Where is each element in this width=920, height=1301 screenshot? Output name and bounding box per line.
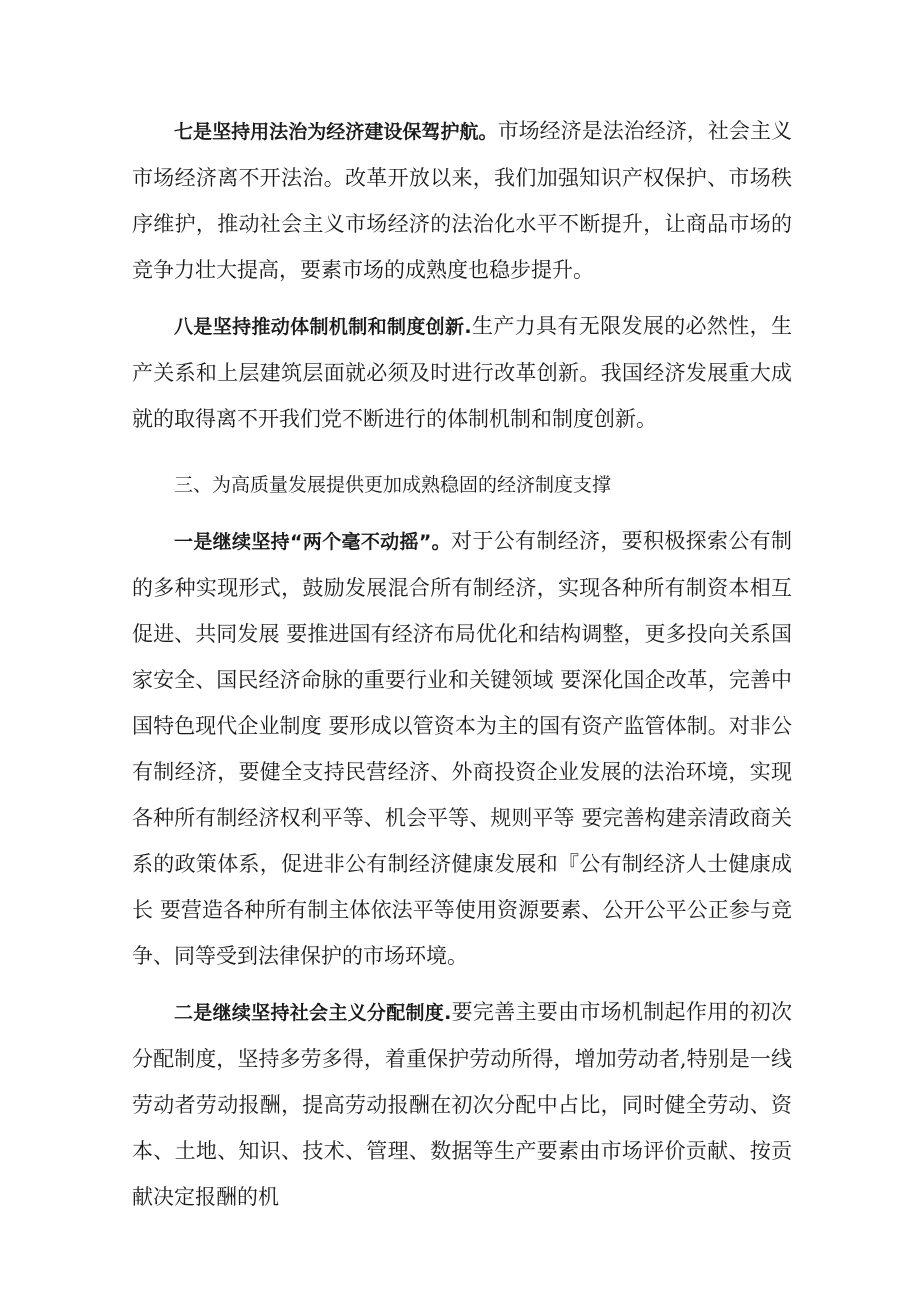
paragraph-lead: 七是坚持用法治为经济建设保驾护航。 (174, 121, 498, 143)
section-heading: 三、为高质量发展提供更加成熟稳固的经济制度支撑 (174, 474, 612, 496)
paragraph-text: 市场经济是法治经济，社会主义市场经济离不开法治。改革开放以来，我们加强知识产权保护、市场秩序维护，推动社会主义市场经济的法治化水平不断提升，让商品市场的竞争力壮大提高，要素市场的成熟度也稳步提升。 (132, 119, 792, 282)
paragraph-text: 生产力具有无限发展的必然性，生产关系和上层建筑层面就必须及时进行改革创新。我国经济发展重大成就的取得离不开我们党不断进行的体制机制和制度创新。 (132, 314, 792, 431)
paragraph-lead: 一是继续坚持“两个毫不动摇”。 (174, 531, 451, 553)
paragraph-second-point (132, 989, 792, 1220)
paragraph-lead: 八是坚持推动体制机制和制度创新. (174, 316, 472, 338)
paragraph-lead: 二是继续坚持社会主义分配制度. (174, 1002, 452, 1024)
paragraph-text: 对于公有制经济，要积极探索公有制的多种实现形式，鼓励发展混合所有制经济，实现各种所有制资本相互促进、共同发展 要推进国有经济布局优化和结构调整，更多投向关系国家安全、国民经济命脉的重要行业和关键领域 要深化国企改革，完善中国特色现代企业制度 要形成以管资本为主的国有资产监管体制。对非公有制经济，要健全支持民营经济、外商投资企业发展的法治环境，实现各种所有制经济权利平等、机会平等、规则平等 要完善构建亲清政商关系的政策体系，促进非公有制经济健康发展和『公有制经济人士健康成长 要营造各种所有制主体依法平等使用资源要素、公开公平公正参与竞争、同等受到法律保护的市场环境。 (132, 529, 792, 968)
paragraph-text: 要完善主要由市场机制起作用的初次分配制度，坚持多劳多得，着重保护劳动所得，增加劳动者,特别是一线劳动者劳动报酬，提高劳动报酬在初次分配中占比，同时健全劳动、资本、土地、知识、技术、管理、数据等生产要素由市场评价贡献、按贡献决定报酬的机 (132, 1000, 793, 1209)
paragraph-first-point (132, 518, 792, 979)
paragraph-seventh-point (132, 108, 792, 293)
paragraph-eighth-point (132, 303, 792, 442)
document-body (132, 108, 792, 1220)
